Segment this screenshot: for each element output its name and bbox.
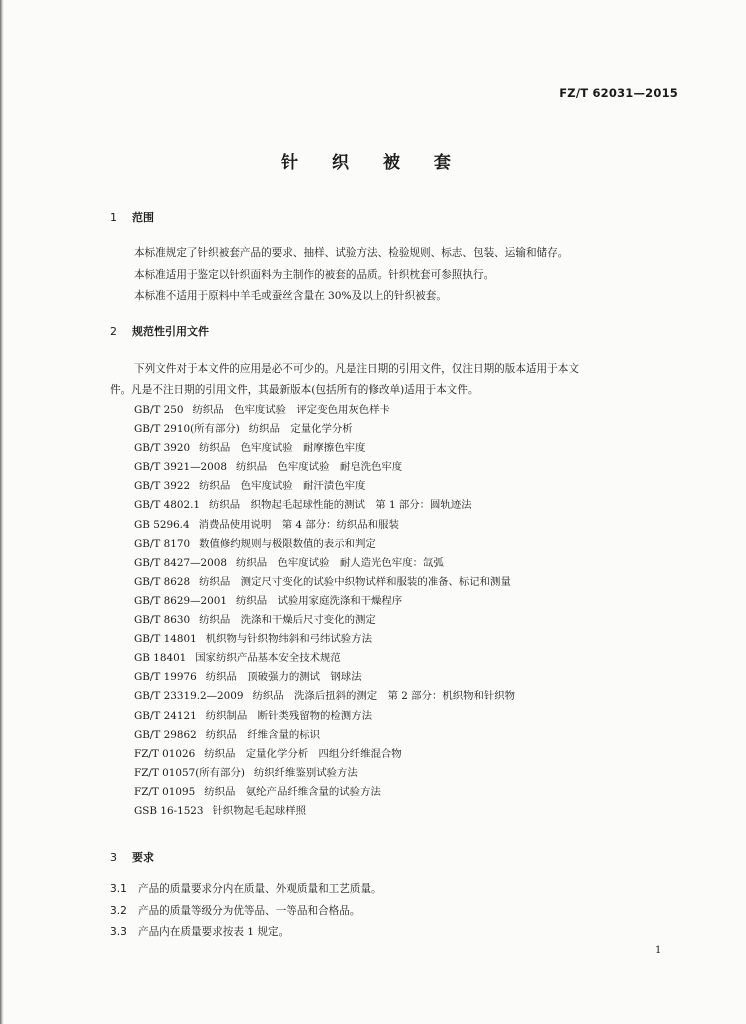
reference-code: FZ/T 01026 [134, 747, 196, 760]
reference-title: 纺织品 色牢度试验 耐汗渍色牢度 [199, 480, 366, 493]
reference-title: 纺织品 洗涤后扭斜的测定 第 2 部分：机织物和针织物 [252, 690, 516, 703]
reference-code: GB/T 8629—2001 [134, 594, 227, 607]
reference-code: FZ/T 01057(所有部分) [134, 766, 245, 779]
reference-title: 纺织品 测定尺寸变化的试验中织物试样和服装的准备、标记和测量 [199, 575, 511, 588]
reference-item [134, 592, 515, 611]
section-2-intro-line-2: 件。凡是不注日期的引用文件，其最新版本(包括所有的修改单)适用于本文件。 [110, 384, 479, 396]
reference-code: GB/T 8170 [134, 537, 191, 550]
reference-code: GB/T 3922 [134, 480, 191, 493]
reference-item [134, 611, 515, 630]
clause-number: 3.3 [110, 926, 127, 938]
clause-3-1 [110, 881, 382, 896]
clause-3-3 [110, 924, 289, 939]
reference-item [134, 668, 515, 687]
reference-title: 纺织品 定量化学分析 四组分纤维混合物 [204, 747, 402, 760]
reference-item [134, 802, 515, 821]
reference-item [134, 783, 515, 802]
reference-code: GB/T 8427—2008 [134, 556, 227, 569]
reference-code: GB/T 3920 [134, 442, 191, 455]
section-1-heading [110, 209, 154, 225]
reference-item [134, 516, 515, 535]
reference-title: 纺织纤维鉴别试验方法 [253, 766, 358, 779]
section-number: 3 [110, 851, 117, 864]
reference-item [134, 535, 515, 554]
reference-title: 针织物起毛起球样照 [212, 804, 307, 817]
reference-title: 纺织制品 断针类残留物的检测方法 [205, 709, 372, 722]
reference-code: GB/T 8630 [134, 614, 191, 627]
reference-title: 纺织品 色牢度试验 耐人造光色牢度：氙弧 [235, 556, 444, 569]
reference-title: 国家纺织产品基本安全技术规范 [195, 652, 341, 665]
clause-text: 产品的质量等级分为优等品、一等品和合格品。 [138, 905, 361, 917]
standard-code: FZ/T 62031—2015 [559, 86, 678, 100]
reference-item [134, 401, 515, 420]
reference-item [134, 458, 515, 477]
reference-code: GB/T 29862 [134, 728, 197, 741]
reference-title: 纺织品 色牢度试验 评定变色用灰色样卡 [192, 404, 390, 416]
section-2-intro-line-1: 下列文件对于本文件的应用是必不可少的。凡是注日期的引用文件，仅注日期的版本适用于本文 [134, 363, 579, 375]
reference-title: 数值修约规则与极限数值的表示和判定 [199, 537, 376, 550]
reference-code: GB/T 4802.1 [134, 499, 201, 512]
reference-title: 纺织品 定量化学分析 [248, 423, 353, 436]
reference-item [134, 439, 515, 458]
page-number: 1 [655, 945, 662, 956]
section-title: 范围 [132, 211, 154, 224]
reference-code: GB/T 23319.2—2009 [134, 690, 244, 703]
reference-code: GB/T 250 [134, 404, 184, 416]
reference-item [134, 687, 515, 706]
section-1-paragraph: 本标准规定了针织被套产品的要求、抽样、试验方法、检验规则、标志、包装、运输和储存。 [134, 247, 569, 259]
reference-code: GB 18401 [134, 652, 187, 665]
reference-item [134, 745, 515, 764]
reference-code: FZ/T 01095 [134, 785, 196, 798]
reference-code: GB/T 2910(所有部分) [134, 423, 240, 436]
reference-item [134, 496, 515, 515]
section-number: 1 [110, 211, 117, 224]
clause-number: 3.1 [110, 883, 127, 895]
reference-code: GB/T 14801 [134, 633, 197, 646]
section-1-paragraph: 本标准适用于鉴定以针织面料为主制作的被套的品质。针织枕套可参照执行。 [134, 269, 495, 281]
clause-text: 产品内在质量要求按表 1 规定。 [138, 926, 290, 938]
reference-item [134, 477, 515, 496]
section-title: 规范性引用文件 [132, 325, 209, 338]
reference-item [134, 707, 515, 726]
reference-code: GB 5296.4 [134, 518, 190, 531]
normative-reference-list [134, 401, 515, 821]
reference-code: GB/T 3921—2008 [134, 461, 227, 474]
reference-code: GB/T 24121 [134, 709, 197, 722]
section-1-paragraph: 本标准不适用于原料中羊毛或蚕丝含量在 30%及以上的针织被套。 [134, 290, 447, 302]
section-2-heading [110, 323, 209, 339]
clause-number: 3.2 [110, 905, 127, 917]
reference-item [134, 420, 515, 439]
reference-item [134, 630, 515, 649]
reference-item [134, 726, 515, 745]
clause-text: 产品的质量要求分内在质量、外观质量和工艺质量。 [138, 883, 382, 895]
reference-title: 纺织品 色牢度试验 耐皂洗色牢度 [235, 461, 403, 474]
reference-item [134, 554, 515, 573]
reference-title: 消费品使用说明 第 4 部分：纺织品和服装 [198, 518, 399, 531]
reference-title: 纺织品 顶破强力的测试 钢球法 [205, 671, 362, 684]
reference-code: GB/T 19976 [134, 671, 197, 684]
reference-code: GSB 16-1523 [134, 804, 204, 817]
reference-title: 纺织品 织物起毛起球性能的测试 第 1 部分：圆轨迹法 [209, 499, 472, 512]
section-3-heading [110, 849, 154, 865]
clause-3-2 [110, 903, 360, 918]
reference-title: 纺织品 试验用家庭洗涤和干燥程序 [235, 594, 403, 607]
section-number: 2 [110, 325, 117, 338]
reference-title: 纺织品 洗涤和干燥后尺寸变化的测定 [199, 614, 376, 627]
reference-title: 纺织品 氨纶产品纤维含量的试验方法 [204, 785, 381, 798]
reference-code: GB/T 8628 [134, 575, 191, 588]
section-title: 要求 [132, 851, 154, 864]
reference-item [134, 764, 515, 783]
reference-title: 纺织品 纤维含量的标识 [205, 728, 321, 741]
reference-title: 纺织品 色牢度试验 耐摩擦色牢度 [199, 442, 366, 455]
reference-item [134, 649, 515, 668]
reference-item [134, 573, 515, 592]
reference-title: 机织物与针织物纬斜和弓纬试验方法 [205, 633, 372, 646]
document-title: 针 织 被 套 [281, 153, 465, 173]
